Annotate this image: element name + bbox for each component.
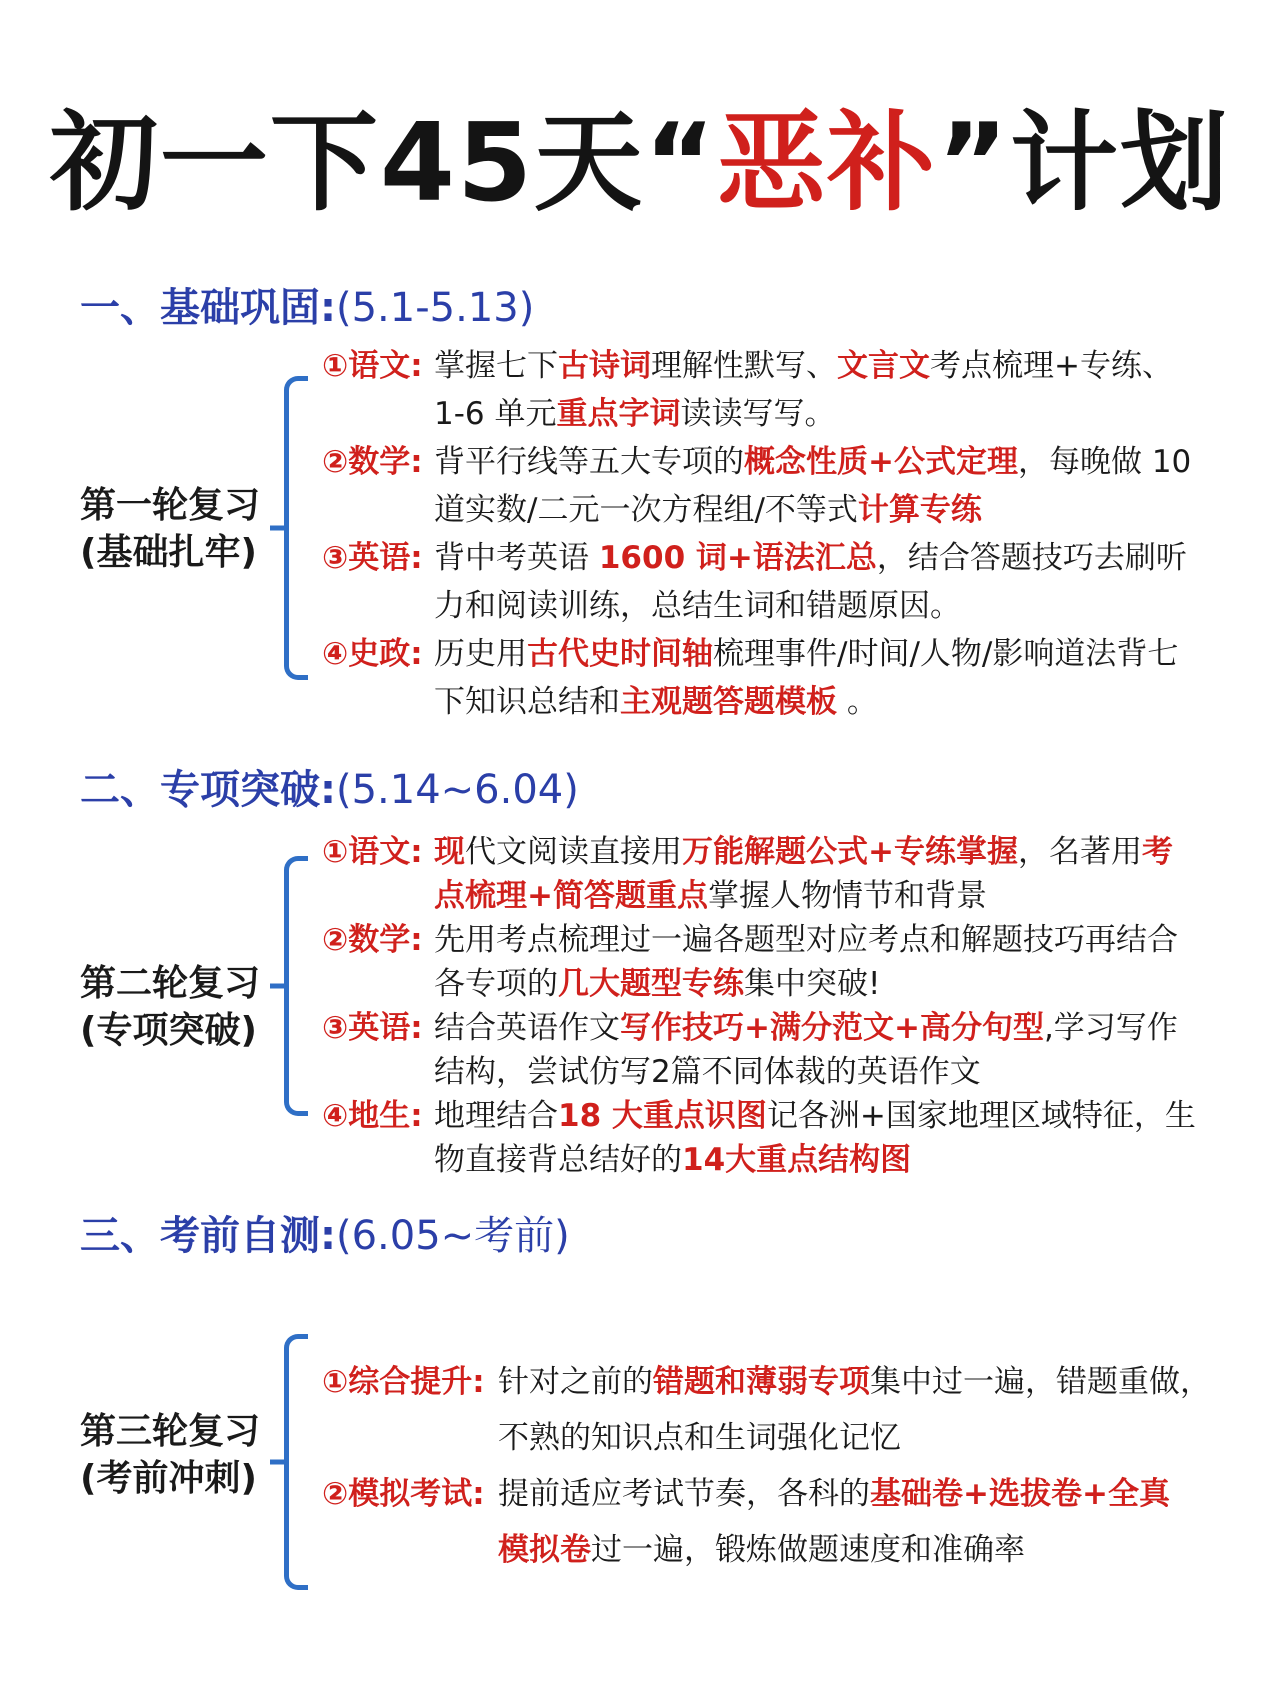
highlight-text: 古诗词 bbox=[558, 348, 651, 384]
list-item bbox=[322, 1356, 1242, 1468]
item-label: ②数学: bbox=[322, 444, 423, 480]
item-text-line bbox=[434, 1134, 911, 1179]
highlight-text: 基础卷+选拔卷+全真 bbox=[870, 1476, 1170, 1512]
body-text: ，结合答题技巧去刷听 bbox=[876, 540, 1187, 576]
body-text: 梳理事件/时间/人物/影响道法背七 bbox=[713, 636, 1179, 672]
round-subtitle: (专项突破) bbox=[80, 1010, 257, 1051]
highlight-text: 万能解题公式+专练掌握 bbox=[682, 834, 1018, 870]
title-accent: 恶补 bbox=[717, 101, 938, 226]
body-text: 。 bbox=[837, 684, 878, 720]
highlight-text: 18 大重点识图 bbox=[558, 1098, 767, 1134]
body-text: 历史用 bbox=[434, 636, 527, 672]
highlight-text: 文言文 bbox=[837, 348, 930, 384]
item-text-line bbox=[434, 388, 836, 433]
item-text-line bbox=[498, 1412, 901, 1457]
item-label: ①综合提升: bbox=[322, 1364, 485, 1400]
section-heading-title: 一、基础巩固: bbox=[80, 285, 336, 331]
body-text: 道实数/二元一次方程组/不等式 bbox=[434, 492, 858, 528]
highlight-text: 古代史时间轴 bbox=[527, 636, 713, 672]
body-text: 代文阅读直接用 bbox=[465, 834, 682, 870]
item-text-line bbox=[434, 436, 1191, 481]
body-text: 掌握人物情节和背景 bbox=[707, 878, 987, 914]
item-text-line bbox=[434, 340, 1173, 385]
body-text: 记各洲+国家地理区域特征，生 bbox=[766, 1098, 1196, 1134]
title-prefix: 初一下45天“ bbox=[49, 101, 718, 226]
item-text-line bbox=[434, 628, 1178, 673]
item-text-line bbox=[434, 870, 987, 915]
item-text-line bbox=[434, 1090, 1196, 1135]
item-text-line bbox=[498, 1468, 1170, 1513]
item-label: ③英语: bbox=[322, 540, 423, 576]
round-subtitle: (基础扎牢) bbox=[80, 532, 257, 573]
body-text: 背平行线等五大专项的 bbox=[434, 444, 744, 480]
item-text-line bbox=[434, 580, 961, 625]
round-title: 第二轮复习 bbox=[80, 963, 261, 1004]
item-label: ④史政: bbox=[322, 636, 423, 672]
item-text-line bbox=[434, 676, 878, 721]
body-text: ，每晚做 10 bbox=[1017, 444, 1192, 480]
title-suffix: ”计划 bbox=[937, 101, 1231, 226]
section-heading-title: 二、专项突破: bbox=[80, 767, 336, 813]
section-heading-title: 三、考前自测: bbox=[80, 1213, 336, 1259]
list-item bbox=[322, 436, 1242, 532]
round-subtitle: (考前冲刺) bbox=[80, 1458, 257, 1499]
list-item bbox=[322, 340, 1242, 436]
item-text-line bbox=[434, 1002, 1178, 1047]
item-label: ①语文: bbox=[322, 348, 423, 384]
item-text-line bbox=[434, 958, 880, 1003]
highlight-text: 考 bbox=[1141, 834, 1173, 870]
highlight-text: 点梳理+简答题重点 bbox=[434, 878, 708, 914]
bracket bbox=[284, 856, 308, 1116]
body-text: 集中过一遍，错题重做， bbox=[870, 1364, 1211, 1400]
body-text: 结构，尝试仿写2篇不同体裁的英语作文 bbox=[434, 1054, 981, 1090]
section-date: (5.1-5.13) bbox=[336, 285, 535, 331]
item-text-line bbox=[498, 1356, 1211, 1401]
bracket bbox=[284, 376, 308, 680]
item-text-line bbox=[434, 532, 1187, 577]
section-heading bbox=[80, 276, 534, 333]
list-item bbox=[322, 826, 1242, 914]
body-text: 力和阅读训练，总结生词和错题原因。 bbox=[434, 588, 961, 624]
highlight-text: 计算专练 bbox=[857, 492, 982, 528]
item-text-line bbox=[434, 1046, 981, 1091]
highlight-text: 模拟卷 bbox=[498, 1532, 591, 1568]
body-text: 结合英语作文 bbox=[434, 1010, 620, 1046]
list-item bbox=[322, 1468, 1242, 1580]
highlight-text: 1600 词+语法汇总 bbox=[598, 540, 877, 576]
item-label: ②模拟考试: bbox=[322, 1476, 485, 1512]
highlight-text: 现 bbox=[434, 834, 465, 870]
highlight-text: 14大重点结构图 bbox=[682, 1142, 912, 1178]
body-text: 过一遍，锻炼做题速度和准确率 bbox=[591, 1532, 1025, 1568]
list-item bbox=[322, 532, 1242, 628]
body-text: 物直接背总结好的 bbox=[434, 1142, 682, 1178]
round-label bbox=[80, 960, 280, 1054]
highlight-text: 重点字词 bbox=[556, 396, 681, 432]
round-label bbox=[80, 482, 280, 576]
list-item bbox=[322, 628, 1242, 724]
list-item bbox=[322, 1090, 1242, 1178]
item-label: ③英语: bbox=[322, 1010, 423, 1046]
body-text: 掌握七下 bbox=[434, 348, 558, 384]
body-text: ，名著用 bbox=[1017, 834, 1142, 870]
item-label: ②数学: bbox=[322, 922, 423, 958]
body-text: 针对之前的 bbox=[498, 1364, 653, 1400]
item-label: ④地生: bbox=[322, 1098, 423, 1134]
item-text-line bbox=[498, 1524, 1025, 1569]
body-text: 1-6 单元 bbox=[434, 396, 557, 432]
section-heading bbox=[80, 1204, 570, 1261]
list-item bbox=[322, 914, 1242, 1002]
highlight-text: 错题和薄弱专项 bbox=[653, 1364, 870, 1400]
round-title: 第一轮复习 bbox=[80, 485, 261, 526]
body-text: 背中考英语 bbox=[434, 540, 599, 576]
section-date: (6.05~考前) bbox=[336, 1213, 570, 1259]
item-text-line bbox=[434, 484, 982, 529]
body-text: ,学习写作 bbox=[1043, 1010, 1178, 1046]
highlight-text: 几大题型专练 bbox=[558, 966, 744, 1002]
body-text: 不熟的知识点和生词强化记忆 bbox=[498, 1420, 901, 1456]
highlight-text: 写作技巧+满分范文+高分句型 bbox=[620, 1010, 1044, 1046]
item-label: ①语文: bbox=[322, 834, 423, 870]
body-text: 下知识总结和 bbox=[434, 684, 620, 720]
body-text: 集中突破! bbox=[744, 966, 881, 1002]
section-heading bbox=[80, 758, 579, 815]
page-title bbox=[0, 101, 1280, 226]
section-date: (5.14~6.04) bbox=[336, 767, 579, 813]
item-text-line bbox=[434, 826, 1173, 871]
highlight-text: 主观题答题模板 bbox=[620, 684, 837, 720]
item-text-line bbox=[434, 914, 1178, 959]
round-label bbox=[80, 1408, 280, 1502]
body-text: 先用考点梳理过一遍各题型对应考点和解题技巧再结合 bbox=[434, 922, 1178, 958]
body-text: 理解性默写、 bbox=[651, 348, 837, 384]
bracket bbox=[284, 1334, 308, 1590]
body-text: 考点梳理+专练、 bbox=[930, 348, 1173, 384]
round-title: 第三轮复习 bbox=[80, 1411, 261, 1452]
list-item bbox=[322, 1002, 1242, 1090]
body-text: 各专项的 bbox=[434, 966, 558, 1002]
body-text: 提前适应考试节奏，各科的 bbox=[498, 1476, 870, 1512]
highlight-text: 概念性质+公式定理 bbox=[744, 444, 1018, 480]
body-text: 地理结合 bbox=[434, 1098, 558, 1134]
body-text: 读读写写。 bbox=[680, 396, 836, 432]
